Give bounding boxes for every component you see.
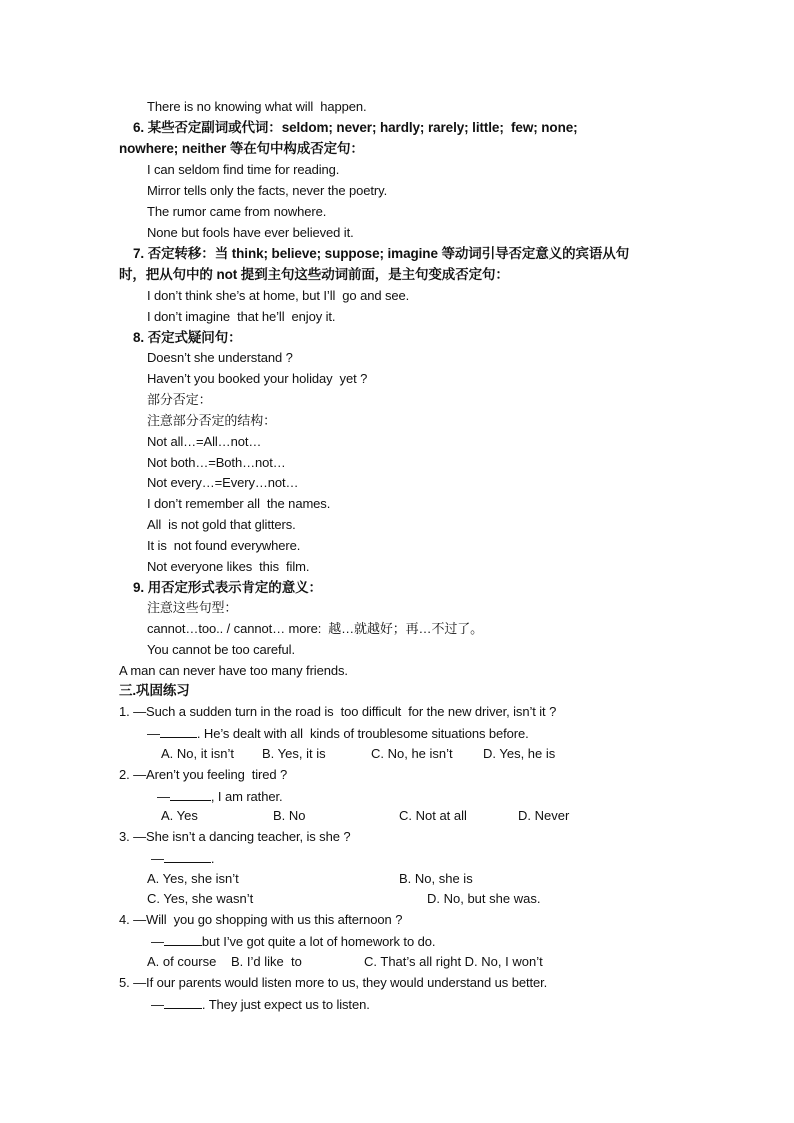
option-a: A. Yes, she isn’t bbox=[147, 871, 239, 886]
question-4-stem: 4. —Will you go shopping with us this afternoon ? bbox=[119, 912, 403, 927]
question-5-answer-line bbox=[151, 996, 370, 1013]
option-d: D. No, but she was. bbox=[427, 891, 541, 906]
example-sentence: A man can never have too many friends. bbox=[119, 663, 348, 678]
example-sentence: None but fools have ever believed it. bbox=[147, 225, 354, 240]
option-b: B. Yes, it is bbox=[262, 746, 326, 761]
dash: — bbox=[151, 997, 164, 1012]
example-sentence: It is not found everywhere. bbox=[147, 538, 301, 553]
question-4-answer-line bbox=[151, 933, 435, 950]
option-b: B. No, she is bbox=[399, 871, 473, 886]
answer-blank bbox=[170, 788, 211, 801]
answer-continuation: . They just expect us to listen. bbox=[201, 997, 370, 1012]
answer-continuation: . bbox=[210, 851, 215, 866]
example-sentence: Haven’t you booked your holiday yet ? bbox=[147, 371, 368, 386]
section-heading-6-cont: nowhere; neither 等在句中构成否定句： bbox=[119, 141, 364, 156]
structure-pattern: cannot…too.. / cannot… more: 越…就越好；再…不过了。 bbox=[147, 621, 484, 636]
dash: — bbox=[151, 934, 164, 949]
answer-blank bbox=[160, 725, 197, 738]
dash: — bbox=[147, 726, 160, 741]
option-c: C. Not at all bbox=[399, 808, 467, 823]
option-d: D. Yes, he is bbox=[483, 746, 556, 761]
question-3-stem: 3. —She isn’t a dancing teacher, is she ? bbox=[119, 829, 351, 844]
note: 注意部分否定的结构： bbox=[147, 413, 277, 428]
option-c-and-d: C. That’s all right D. No, I won’t bbox=[364, 954, 543, 969]
option-a: A. Yes bbox=[161, 808, 198, 823]
example-sentence: I don’t imagine that he’ll enjoy it. bbox=[147, 309, 336, 324]
section-heading-6: 6. 某些否定副词或代词：seldom; never; hardly; rarely; little; few; none; bbox=[133, 120, 578, 135]
example-sentence: There is no knowing what will happen. bbox=[147, 99, 367, 114]
example-sentence: I can seldom find time for reading. bbox=[147, 162, 340, 177]
structure-pattern: Not all…=All…not… bbox=[147, 434, 262, 449]
option-c: C. No, he isn’t bbox=[371, 746, 453, 761]
example-sentence: Not everyone likes this film. bbox=[147, 559, 310, 574]
option-c: C. Yes, she wasn’t bbox=[147, 891, 254, 906]
answer-blank bbox=[164, 850, 211, 863]
answer-blank bbox=[164, 933, 202, 946]
answer-continuation: but I’ve got quite a lot of homework to do. bbox=[201, 934, 436, 949]
question-3-answer-line bbox=[151, 850, 214, 867]
example-sentence: Doesn’t she understand ? bbox=[147, 350, 293, 365]
question-2-stem: 2. —Aren’t you feeling tired ? bbox=[119, 767, 288, 782]
section-heading-7-cont: 时，把从句中的 not 提到主句这些动词前面，是主句变成否定句： bbox=[119, 267, 509, 282]
dash: — bbox=[151, 851, 164, 866]
section-heading-7: 7. 否定转移：当 think; believe; suppose; imagine 等动词引导否定意义的宾语从句 bbox=[133, 246, 630, 261]
example-sentence: The rumor came from nowhere. bbox=[147, 204, 327, 219]
answer-continuation: . He’s dealt with all kinds of troublesome situations before. bbox=[196, 726, 529, 741]
answer-blank bbox=[164, 996, 202, 1009]
structure-pattern: Not both…=Both…not… bbox=[147, 455, 286, 470]
structure-pattern: Not every…=Every…not… bbox=[147, 475, 299, 490]
question-5-stem: 5. —If our parents would listen more to us, they would understand us better. bbox=[119, 975, 548, 990]
option-d: D. Never bbox=[518, 808, 570, 823]
dash: — bbox=[157, 789, 170, 804]
example-sentence: I don’t think she’s at home, but I’ll go and see. bbox=[147, 288, 410, 303]
section-heading-9: 9. 用否定形式表示肯定的意义： bbox=[133, 580, 322, 595]
option-b: B. No bbox=[273, 808, 306, 823]
section-heading-8: 8. 否定式疑问句： bbox=[133, 330, 242, 345]
option-b: B. I’d like to bbox=[231, 954, 302, 969]
question-2-answer-line bbox=[157, 788, 282, 805]
question-1-answer-line bbox=[147, 725, 529, 742]
exercise-section-heading: 三.巩固练习 bbox=[119, 683, 190, 698]
note: 注意这些句型： bbox=[147, 600, 238, 615]
option-a: A. of course bbox=[147, 954, 217, 969]
example-sentence: Mirror tells only the facts, never the poetry. bbox=[147, 183, 388, 198]
example-sentence: All is not gold that glitters. bbox=[147, 517, 296, 532]
option-a: A. No, it isn’t bbox=[161, 746, 234, 761]
example-sentence: I don’t remember all the names. bbox=[147, 496, 331, 511]
answer-continuation: , I am rather. bbox=[210, 789, 283, 804]
example-sentence: You cannot be too careful. bbox=[147, 642, 295, 657]
question-1-stem: 1. —Such a sudden turn in the road is too difficult for the new driver, isn’t it ? bbox=[119, 704, 557, 719]
subheading: 部分否定： bbox=[147, 392, 212, 407]
